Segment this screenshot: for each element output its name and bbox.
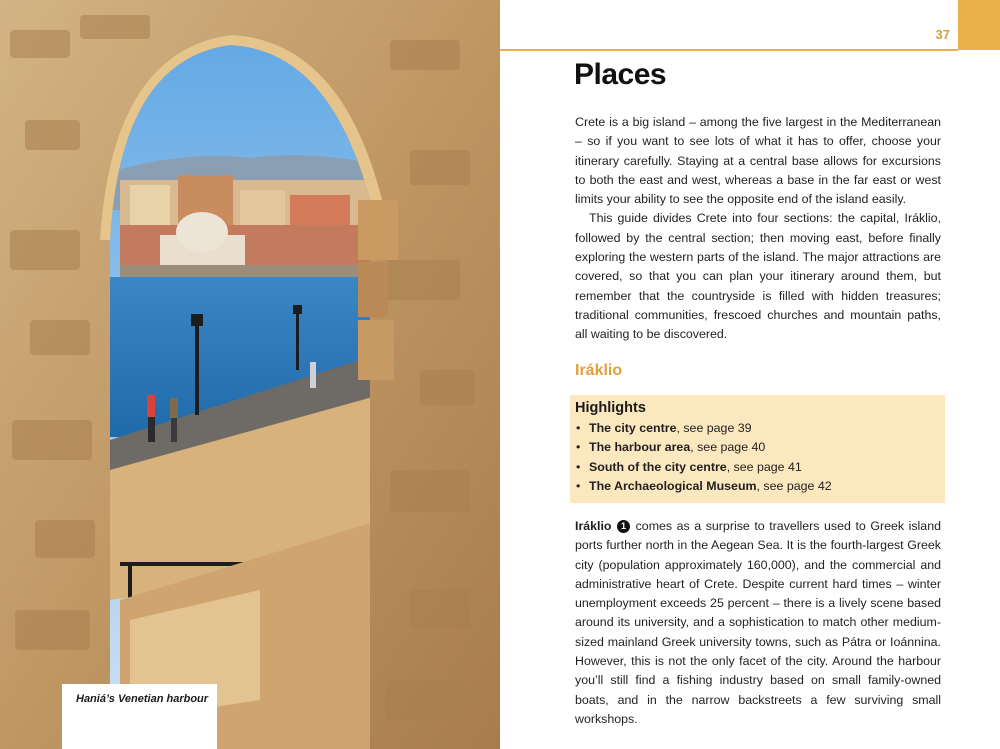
- page-tab: [958, 0, 1000, 50]
- text-page: [500, 0, 1000, 749]
- iraklio-body: comes as a surprise to travellers used to Greek island ports further north in the Aegean Sea. It is the fourth-largest Greek city (population approximately 160,000), and the commercial and administrative heart of Crete. Despite current hard times – winter unemployment exceeds 25 percent – there is a lively scene based around its university, and a sophistication to match other medium-sized mainland Greek university towns, such as Pátra or Ioánnina. However, this is not the only facet of the city. Around the harbour you’ll still find a fishing industry based on small family-owned boats, and in the narrow backstreets a few surviving small workshops.: [575, 519, 941, 726]
- section-heading: Iráklio: [575, 362, 623, 379]
- iraklio-text: [575, 517, 941, 729]
- highlight-ref: , see page 40: [690, 440, 766, 455]
- intro-text: [575, 113, 941, 345]
- header-rule: [500, 49, 958, 51]
- bullet-icon: •: [576, 440, 581, 455]
- highlight-item: [575, 438, 945, 457]
- intro-paragraph: This guide divides Crete into four sections: the capital, Iráklio, followed by the central section; then moving east, before finally exploring the western parts of the island. The major attractions are covered, so that you can plan your itinerary around them, but remember that the countryside is filled with hidden treasures; traditional communities, frescoed churches and mountain paths, all waiting to be discovered.: [575, 211, 941, 342]
- highlight-item: [575, 458, 945, 477]
- highlight-name: The harbour area: [589, 440, 691, 455]
- highlight-item: [575, 419, 945, 438]
- map-marker-icon: 1: [617, 520, 630, 533]
- intro-paragraph: Crete is a big island – among the five largest in the Mediterranean – so if you want to see lots of what it has to offer, choose your itinerary carefully. Staying at a central base allows for excursions to both the east and west, whereas a base in the far east or west limits your ability to see the opposite end of the island easily.: [575, 115, 941, 207]
- bullet-icon: •: [576, 421, 581, 435]
- iraklio-lead: Iráklio: [575, 519, 612, 533]
- highlights-box: [570, 395, 945, 503]
- photo-caption: Haniá’s Venetian harbour: [62, 684, 217, 749]
- highlight-ref: , see page 41: [726, 459, 802, 474]
- highlight-name: South of the city centre: [589, 459, 727, 474]
- bullet-icon: •: [576, 459, 581, 474]
- highlight-item: [575, 477, 945, 496]
- highlight-ref: , see page 42: [756, 478, 832, 493]
- highlight-ref: , see page 39: [676, 421, 752, 435]
- bullet-icon: •: [576, 478, 581, 493]
- highlights-title: Highlights: [575, 400, 646, 416]
- page-title: Places: [574, 58, 667, 91]
- highlight-name: The city centre: [589, 421, 677, 435]
- highlight-name: The Archaeological Museum: [589, 478, 757, 493]
- page-number: 37: [935, 27, 950, 42]
